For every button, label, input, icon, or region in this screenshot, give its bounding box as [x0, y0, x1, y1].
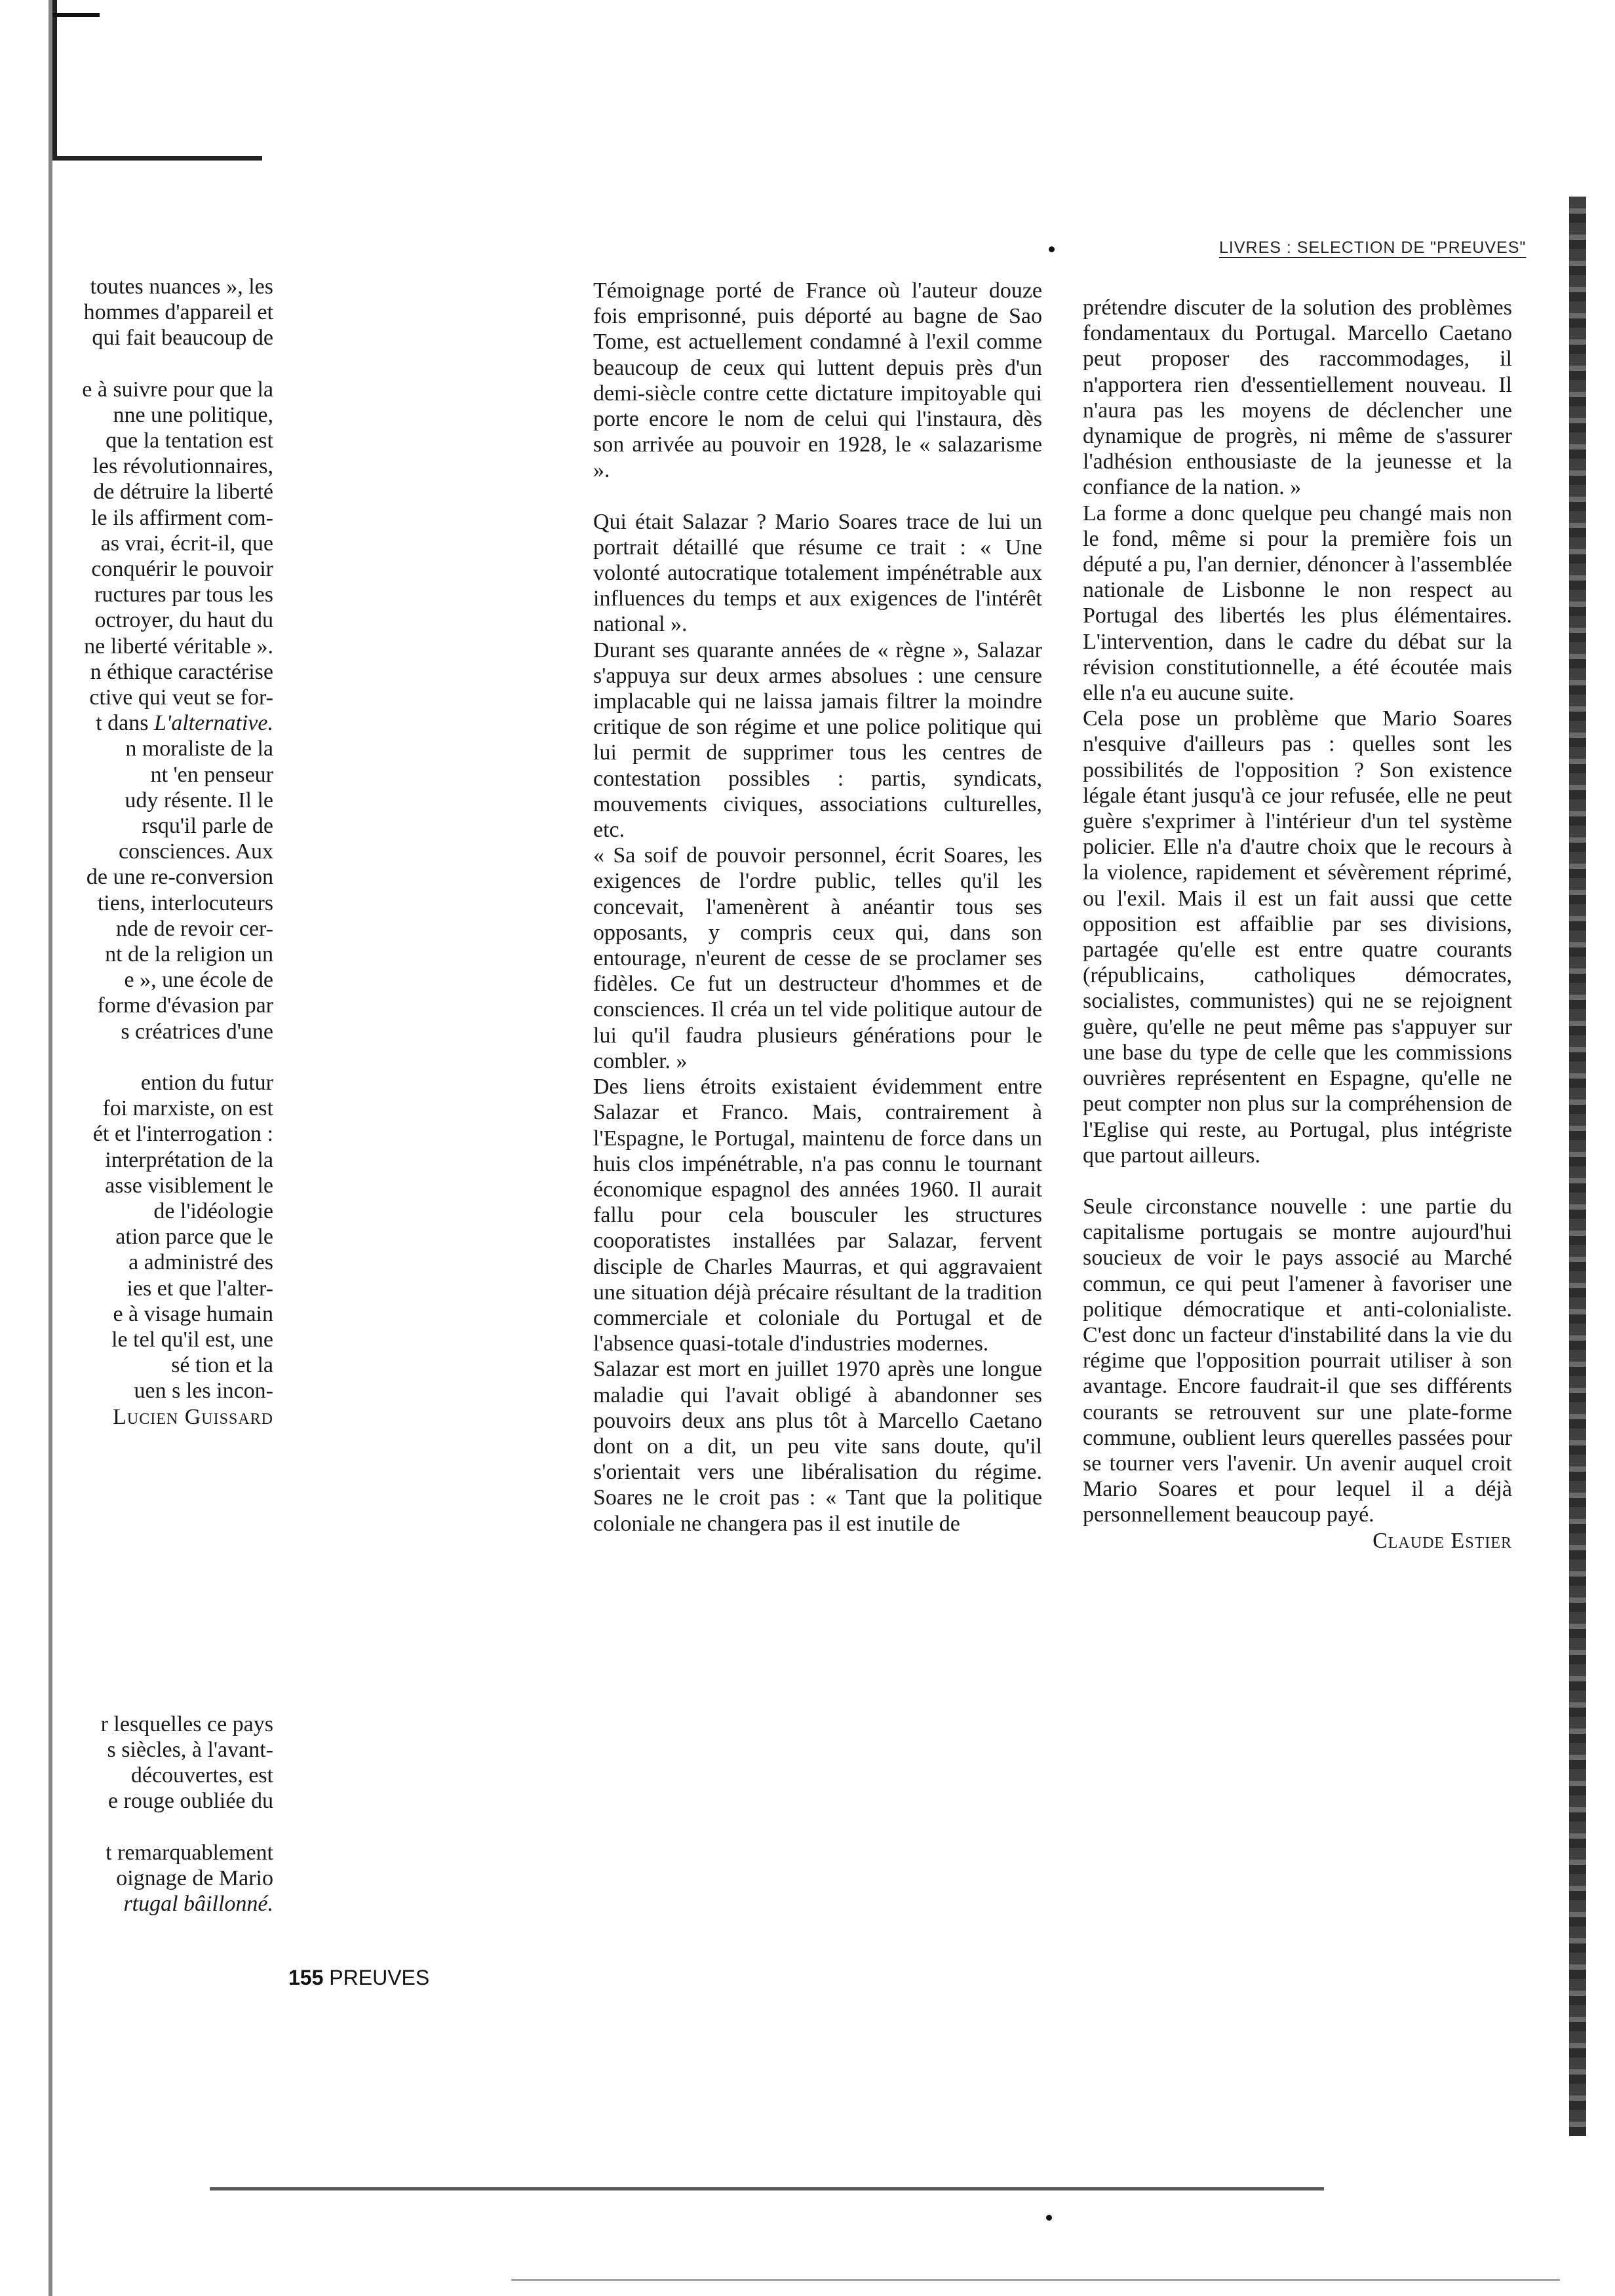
paragraph: Témoignage porté de France où l'auteur douze fois emprisonné, puis déporté au bagne de Sao Tome, est actuellement condamné à l'exil comme beaucoup de ceux qui luttent depuis près d'un demi-siècle contre cette dictature impitoyable qui porte encore le nom de celui qui l'instaura, dès son arrivée au pouvoir en 1928, le « salazarisme ».: [593, 278, 1042, 483]
left-line: toutes nuances », les: [90, 275, 273, 299]
scan-bottom-line-2: [511, 2279, 1560, 2281]
left-line: t dans: [96, 711, 149, 736]
scan-right-edge: [1569, 197, 1586, 2136]
signature-lucien-guissard: Lucien Guissard: [113, 1404, 273, 1429]
scan-dot: [1049, 246, 1055, 252]
left-line: a administré des: [128, 1250, 273, 1275]
left-line: consciences. Aux: [118, 839, 273, 864]
left-line: foi marxiste, on est: [102, 1096, 273, 1121]
left-line: découvertes, est: [130, 1763, 273, 1788]
paragraph: prétendre discuter de la solution des problèmes fondamentaux du Portugal. Marcello Caetano peut proposer des raccommodages, il n'apportera rien d'essentiellement nouveau. Il n'aura pas les moyens de déclencher une dynamique de progrès, ni même de s'assurer l'adhésion enthousiaste de la jeunesse et la confiance de la nation. »: [1083, 296, 1512, 500]
scan-corner-mark: [52, 0, 57, 161]
left-line: ructures par tous les: [94, 583, 273, 607]
scan-corner-top: [52, 13, 100, 17]
left-line: udy résente. Il le: [125, 788, 273, 813]
paragraph: Seule circonstance nouvelle : une partie du capitalisme portugais se montre aujourd'hui soucieux de voir le pays associé au Marché commun, ce qui peut l'amener à favoriser une politique démocratique et anti-colonialiste. C'est donc un facteur d'instabilité dans la vie du régime que l'opposition pourrait utiliser à son avantage. Encore faudrait-il que ses différents courants se retrouvent sur une plate-forme commune, oublient leurs querelles passées pour se tourner vers l'avenir. Un avenir auquel croit Mario Soares et pour lequel il a déjà personnellement beaucoup payé.: [1083, 1194, 1512, 1527]
left-line: e à suivre pour que la: [82, 377, 273, 402]
left-line: n moraliste de la: [125, 737, 273, 761]
left-line: de détruire la liberté: [93, 480, 273, 505]
left-line: que la tentation est: [106, 429, 273, 453]
paragraph: Des liens étroits existaient évidemment entre Salazar et Franco. Mais, contrairement à l'Espagne, le Portugal, maintenu de force dans un huis clos impénétrable, n'a pas connu le tournant économique espagnol des années 1960. Il aurait fallu pour cela bousculer les structures cooporatistes installées par Salazar, fervent disciple de Charles Maurras, et qui aggravaient une situation déjà précaire résultant de la tradition commerciale et coloniale du Portugal et de l'absence quasi-totale d'industries modernes.: [593, 1075, 1042, 1356]
left-line: ne liberté véritable ».: [84, 634, 273, 659]
left-line: hommes d'appareil et: [83, 300, 273, 325]
left-line-alternative: [47, 710, 273, 736]
left-line: octroyer, du haut du: [94, 608, 273, 633]
left-line: forme d'évasion par: [97, 993, 273, 1018]
scan-corner-line: [52, 156, 262, 161]
left-line: s créatrices d'une: [121, 1019, 273, 1044]
left-line: e », une école de: [124, 968, 273, 993]
paragraph: « Sa soif de pouvoir personnel, écrit Soares, les exigences de l'ordre public, telles qu'il les concevait, l'amenèrent à anéantir tous ses opposants, y compris ceux qui, dans son entourage, n'eurent de cesse de se proclamer ses fidèles. Ce fut un destructeur d'hommes et de consciences. Il créa un tel vide politique autour de lui qu'il faudra plusieurs générations pour le combler. »: [593, 843, 1042, 1073]
left-line: le ils affirment com-: [91, 505, 273, 530]
left-line: sé tion et la: [171, 1353, 273, 1378]
book-title: rtugal bâillonné.: [123, 1891, 273, 1916]
left-line: nt de la religion un: [105, 942, 273, 967]
left-line: ét et l'interrogation :: [92, 1122, 273, 1147]
page-number: 155: [288, 1966, 324, 1989]
left-line: qui fait beaucoup de: [92, 326, 273, 351]
middle-column: [593, 278, 1042, 1537]
scan-dot: [1046, 2215, 1052, 2221]
left-line: ies et que l'alter-: [126, 1276, 273, 1301]
page-folio: [288, 1966, 429, 1990]
right-column: [1083, 295, 1512, 1554]
left-line: n éthique caractérise: [90, 659, 273, 684]
left-line: nde de revoir cer-: [115, 916, 273, 941]
journal-name: PREUVES: [329, 1966, 430, 1989]
left-line: r lesquelles ce pays: [100, 1712, 273, 1736]
left-line: les révolutionnaires,: [92, 454, 273, 479]
left-line: nne une politique,: [113, 402, 273, 427]
left-line: ctive qui veut se for-: [89, 685, 273, 710]
paragraph: Durant ses quarante années de « règne », Salazar s'appuya sur deux armes absolues : une censure implacable qui ne laissa jamais filtrer la moindre critique de son régime et une police politique qui lui permit de supprimer tous les centres de contestation possibles : partis, syndicats, mouvements civiques, associations culturelles, etc.: [593, 638, 1042, 843]
paragraph: Qui était Salazar ? Mario Soares trace de lui un portrait détaillé que résume ce trait : « Une volonté autocratique totalement impénétrable aux influences du temps et aux exigences de l'intérêt national ».: [593, 509, 1042, 637]
scan-bottom-line: [210, 2187, 1324, 2191]
left-line: asse visiblement le: [105, 1173, 273, 1198]
signature-claude-estier: Claude Estier: [1372, 1528, 1512, 1553]
left-line: as vrai, écrit-il, que: [100, 531, 273, 556]
left-line: oignage de Mario: [116, 1866, 273, 1890]
left-line: le tel qu'il est, une: [111, 1327, 273, 1352]
left-line: [47, 1891, 273, 1917]
alternative-title: L'alternative.: [154, 711, 273, 736]
left-line: conquérir le pouvoir: [91, 557, 273, 582]
left-line: t remarquablement: [106, 1840, 273, 1865]
paragraph: La forme a donc quelque peu changé mais non le fond, même si pour la première fois un député a pu, l'an dernier, dénoncer à l'assemblée nationale de Lisbonne le non respect au Portugal des libertés les plus élémentaires. L'intervention, dans le cadre du débat sur la révision constitutionnelle, a été écoutée mais elle n'a eu aucune suite.: [1083, 501, 1512, 706]
paragraph: Salazar est mort en juillet 1970 après une longue maladie qui l'avait obligé à abandonner ses pouvoirs deux ans plus tôt à Marcello Caetano dont on a dit, un peu vite sans doute, qu'il s'orientait vers une libéralisation du régime. Soares ne le croit pas : « Tant que la politique coloniale ne changera pas il est inutile de: [593, 1357, 1042, 1536]
left-line: tiens, interlocuteurs: [97, 890, 273, 915]
left-line: interprétation de la: [105, 1147, 273, 1172]
left-line: nt 'en penseur: [150, 762, 273, 787]
paragraph: Cela pose un problème que Mario Soares n'esquive d'ailleurs pas : quelles sont les possibilités de l'opposition ? Son existence légale étant jusqu'à ce jour refusée, elle ne peut guère s'exprimer à l'intérieur d'un tel système policier. Elle n'a d'autre choix que le recours à la violence, rapidement et sévèrement réprimé, ou l'exil. Mais il est un fait aussi que cette opposition est affaiblie par ses divisions, partagée qu'elle est entre quatre courants (républicains, catholiques démocrates, socialistes, communistes) qui ne se rejoignent guère, qu'elle ne peut même pas s'appuyer sur une base du type de celle que les commissions ouvrières représentent en Espagne, qu'elle ne peut compter non plus sur la compréhension de l'Eglise qui reste, au Portugal, plus intégriste que partout ailleurs.: [1083, 706, 1512, 1168]
left-line: s siècles, à l'avant-: [107, 1737, 273, 1762]
left-line: de une re-conversion: [86, 865, 273, 890]
left-line: e à visage humain: [113, 1301, 273, 1326]
left-column: [47, 274, 273, 1917]
left-line: ation parce que le: [115, 1225, 273, 1250]
left-line: uen s les incon-: [134, 1379, 273, 1404]
running-head: LIVRES : SELECTION DE "PREUVES": [1219, 239, 1527, 257]
left-line: de l'idéologie: [153, 1198, 273, 1223]
left-line: rsqu'il parle de: [142, 814, 273, 839]
left-line: ention du futur: [140, 1070, 273, 1095]
left-line: e rouge oubliée du: [107, 1789, 273, 1814]
